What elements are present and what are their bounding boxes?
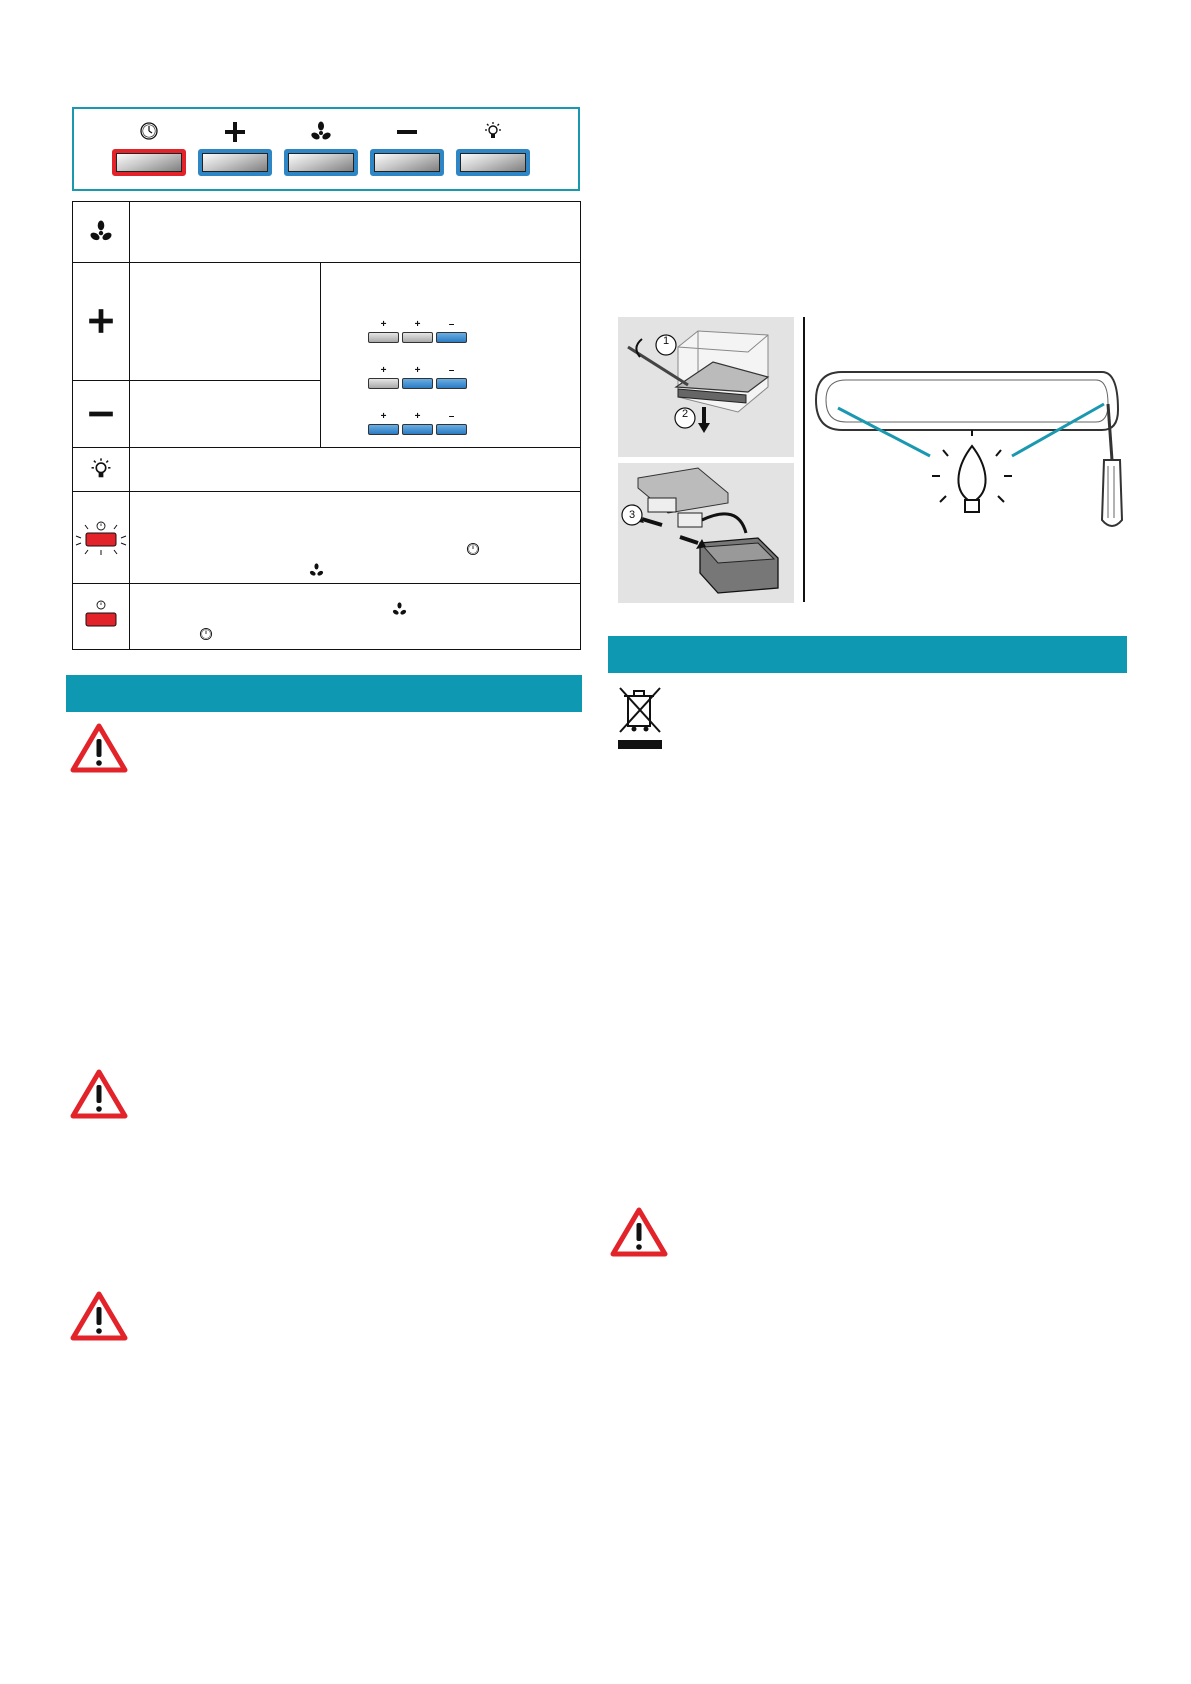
crossed-bin-icon (614, 684, 666, 755)
red-button-blinking-icon (73, 491, 129, 583)
clock-icon (199, 627, 213, 646)
speed-indicator-label: – (448, 411, 455, 422)
fan-button[interactable] (284, 149, 358, 176)
timer-button[interactable] (112, 149, 186, 176)
speed-indicator-label: + (414, 411, 421, 422)
speed-indicator-led (402, 424, 433, 435)
clock-icon (112, 121, 186, 141)
section-header-bar (608, 636, 1127, 673)
section-header-bar (66, 675, 582, 712)
clock-icon (466, 542, 480, 561)
speed-indicator-led (402, 332, 433, 343)
speed-level-indicator (368, 320, 478, 430)
light-icon (73, 447, 129, 491)
fan-icon (392, 602, 407, 622)
function-table (72, 201, 581, 650)
minus-icon (370, 121, 444, 141)
warning-icon (70, 1290, 128, 1347)
red-button-icon (73, 583, 129, 649)
light-icon (456, 121, 530, 141)
minus-icon (73, 380, 129, 447)
step-number: 3 (628, 509, 636, 521)
speed-indicator-label: + (414, 365, 421, 376)
light-button[interactable] (456, 149, 530, 176)
speed-indicator-label: – (448, 365, 455, 376)
plus-icon (73, 262, 129, 380)
step-number: 2 (681, 408, 689, 420)
fan-icon (284, 121, 358, 141)
speed-indicator-label: – (448, 319, 455, 330)
fan-icon (73, 202, 129, 262)
speed-indicator-led (402, 378, 433, 389)
fan-icon (309, 563, 324, 583)
speed-indicator-led (436, 424, 467, 435)
speed-indicator-led (368, 378, 399, 389)
control-panel-diagram (72, 107, 580, 191)
lamp-connector-illustration (618, 463, 794, 603)
hood-lamp-illustration (812, 360, 1132, 545)
speed-indicator-label: + (414, 319, 421, 330)
speed-indicator-led (368, 332, 399, 343)
speed-indicator-label: + (380, 411, 387, 422)
warning-icon (610, 1206, 668, 1263)
plus-icon (198, 121, 272, 141)
speed-indicator-label: + (380, 319, 387, 330)
warning-icon (70, 722, 128, 779)
filter-removal-illustration (618, 317, 794, 457)
speed-indicator-label: + (380, 365, 387, 376)
speed-indicator-led (436, 332, 467, 343)
step-number: 1 (662, 335, 670, 347)
warning-icon (70, 1068, 128, 1125)
speed-indicator-led (436, 378, 467, 389)
speed-indicator-led (368, 424, 399, 435)
plus-button[interactable] (198, 149, 272, 176)
minus-button[interactable] (370, 149, 444, 176)
figure-divider (803, 317, 805, 602)
